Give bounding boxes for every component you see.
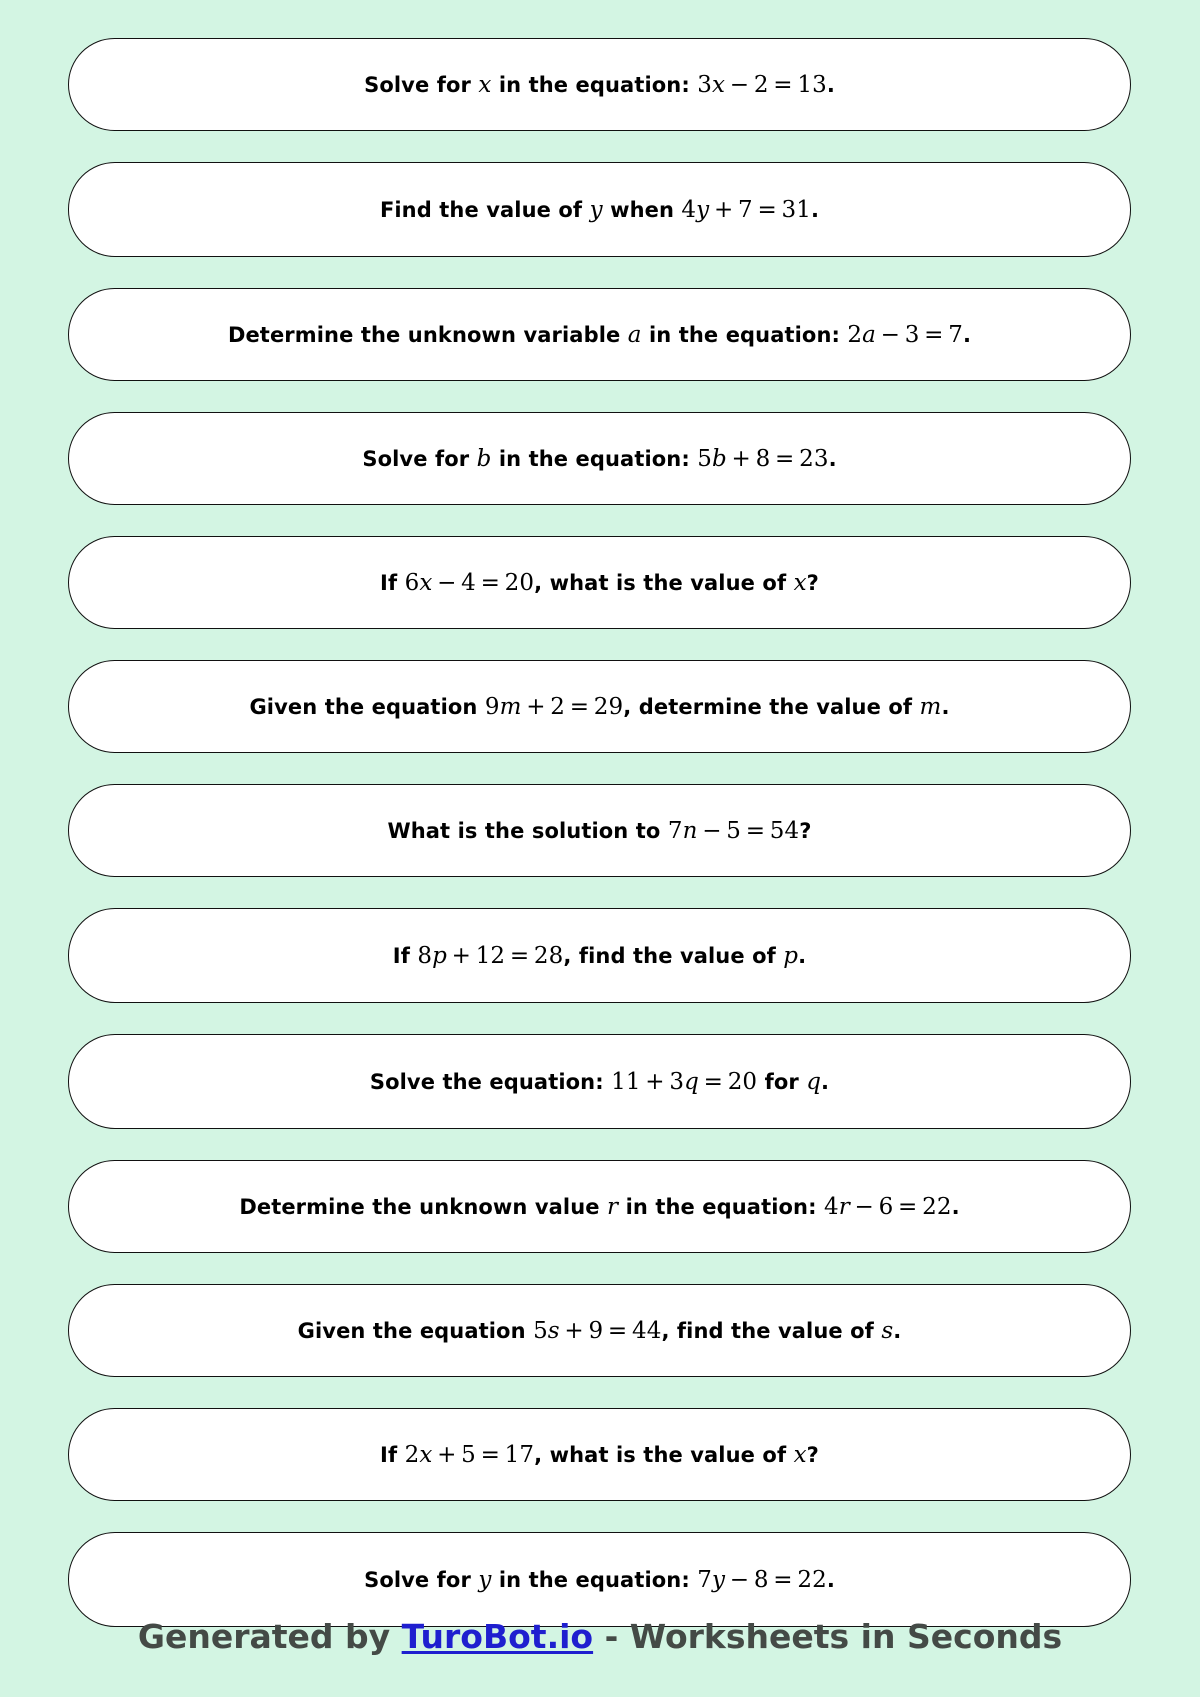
math-expression: 4r − 6 = 22 (824, 1193, 952, 1220)
math-expression: 4y + 7 = 31 (681, 196, 811, 223)
math-expression: y (478, 1566, 492, 1593)
question-text: Determine the unknown variable a in the equation: 2a − 3 = 7. (227, 321, 972, 348)
math-expression: m (919, 693, 942, 720)
question-card (68, 1034, 1131, 1129)
question-card (68, 162, 1131, 257)
question-text: Solve the equation: 11 + 3q = 20 for q. (369, 1068, 830, 1095)
math-expression: 5b + 8 = 23 (697, 445, 829, 472)
math-expression: p (783, 942, 799, 969)
math-expression: y (589, 196, 603, 223)
question-card (68, 412, 1131, 505)
footer-credit (0, 1617, 1200, 1656)
math-expression: 6x − 4 = 20 (404, 569, 535, 596)
question-text: Solve for b in the equation: 5b + 8 = 23. (362, 445, 837, 472)
math-expression: q (806, 1068, 822, 1095)
question-card (68, 536, 1131, 629)
question-card (68, 660, 1131, 753)
math-expression: b (476, 445, 492, 472)
question-card (68, 288, 1131, 381)
math-expression: 7y − 8 = 22 (697, 1566, 827, 1593)
question-text: If 6x − 4 = 20, what is the value of x? (380, 569, 819, 596)
question-card (68, 38, 1131, 131)
math-expression: x (478, 71, 492, 98)
question-text: What is the solution to 7n − 5 = 54? (387, 817, 812, 844)
question-card (68, 908, 1131, 1003)
math-expression: a (627, 321, 642, 348)
math-expression: 2x + 5 = 17 (404, 1441, 535, 1468)
question-card (68, 1160, 1131, 1253)
question-card (68, 1284, 1131, 1377)
question-card (68, 784, 1131, 877)
question-text: Solve for x in the equation: 3x − 2 = 13. (364, 71, 835, 98)
math-expression: 8p + 12 = 28 (417, 942, 564, 969)
question-text: If 2x + 5 = 17, what is the value of x? (380, 1441, 819, 1468)
math-expression: 9m + 2 = 29 (484, 693, 624, 720)
question-text: Solve for y in the equation: 7y − 8 = 22. (364, 1566, 835, 1593)
question-text: Given the equation 9m + 2 = 29, determine the value of m. (249, 693, 950, 720)
question-card (68, 1408, 1131, 1501)
math-expression: 7n − 5 = 54 (667, 817, 800, 844)
question-card (68, 1532, 1131, 1627)
math-expression: 3x − 2 = 13 (697, 71, 827, 98)
math-expression: 2a − 3 = 7 (847, 321, 963, 348)
math-expression: 11 + 3q = 20 (611, 1068, 758, 1095)
footer-prefix: Generated by (137, 1617, 402, 1656)
math-expression: r (607, 1193, 619, 1220)
question-text: Given the equation 5s + 9 = 44, find the value of s. (297, 1317, 902, 1344)
question-text: If 8p + 12 = 28, find the value of p. (392, 942, 807, 969)
math-expression: 5s + 9 = 44 (533, 1317, 662, 1344)
math-expression: x (793, 569, 807, 596)
question-text: Find the value of y when 4y + 7 = 31. (379, 196, 820, 223)
turobot-link[interactable]: TuroBot.io (401, 1617, 594, 1656)
math-expression: x (793, 1441, 807, 1468)
math-expression: s (881, 1317, 894, 1344)
question-text: Determine the unknown value r in the equation: 4r − 6 = 22. (239, 1193, 960, 1220)
footer-suffix: - Worksheets in Seconds (593, 1617, 1063, 1656)
